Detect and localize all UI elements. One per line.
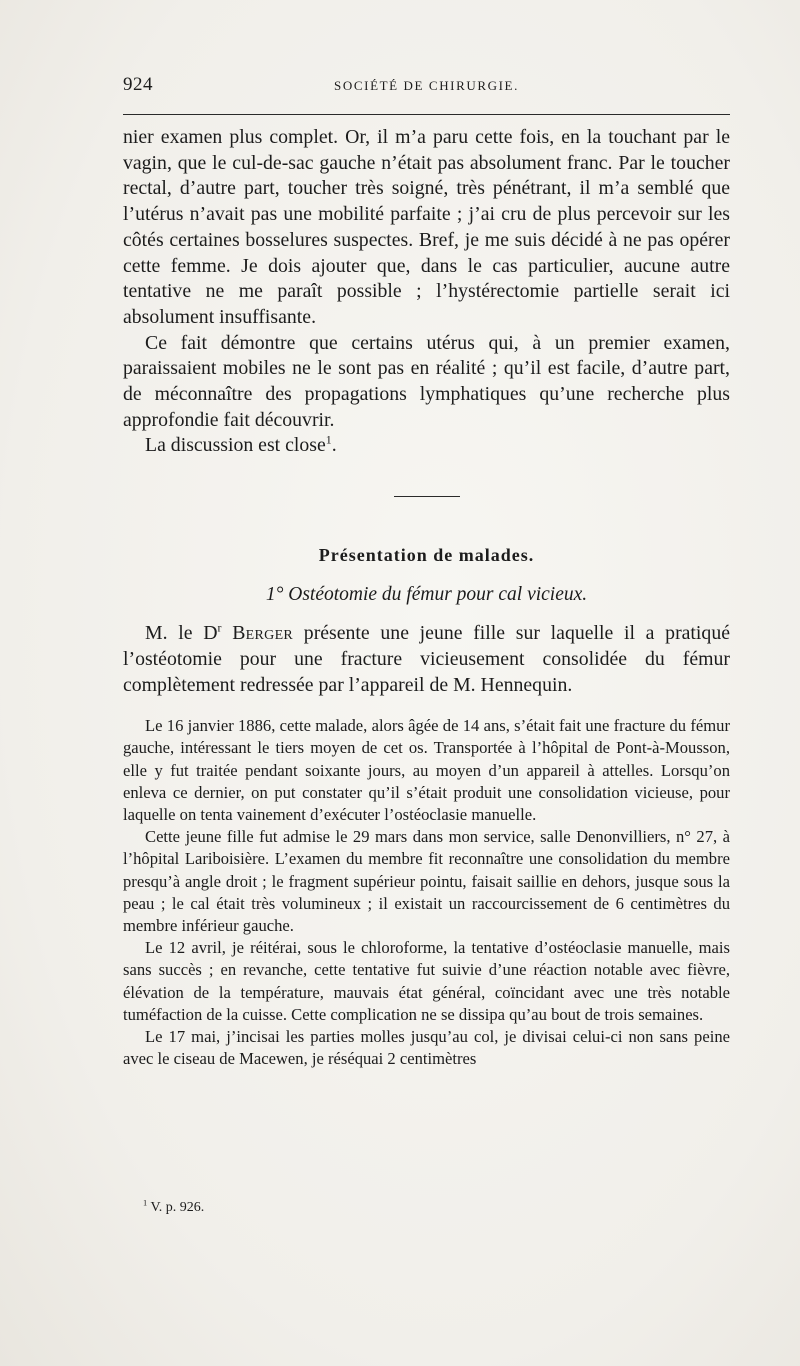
closing-period: . bbox=[331, 434, 337, 457]
footnote-marker: 1 bbox=[143, 1198, 148, 1208]
section-subtitle: 1° Ostéotomie du fémur pour cal vicieux. bbox=[265, 584, 588, 606]
case-paragraph-2: Cette jeune fille fut admise le 29 mars dans mon service, salle Denonvilliers, n° 27, à l’hôpital Lariboisière. L’examen du membre fit reconnaître une consolidation du membre presqu’à angle droit ; le fragment supérieur pointu, faisait saillie en dehors, jusque sous la peau ; le cal était très volumineux ; il existait un raccourcissement de 6 centimètres du membre inférieur gauche. bbox=[123, 827, 730, 936]
paragraph-continuation: nier examen plus complet. Or, il m’a paru cette fois, en la touchant par le vagin, que le cul-de-sac gauche n’était pas absolument franc. Par le toucher rectal, d’autre part, toucher très soigné, très pénétrant, il m’a semblé que l’utérus n’avait pas une mobilité parfaite ; j’ai cru de plus percevoir sur les côtés certaines bosselures suspectes. Bref, je me suis décidé à ne pas opérer cette femme. Je dois ajouter que, dans le cas particulier, aucune autre tentative ne me paraît possible ; l’hystérectomie partielle serait ici absolument insuffisante. bbox=[123, 126, 730, 328]
page-number: 924 bbox=[123, 74, 153, 95]
case-paragraph-3: Le 12 avril, je réitérai, sous le chloroforme, la tentative d’ostéoclasie manuelle, mais sans succès ; en revanche, cette tentative fut suivie d’une réaction notable avec fièvre, élévation de la température, mauvais état général, coïncidant avec une très notable tuméfaction de la cuisse. Cette complication ne se dissipa qu’au bout de trois semaines. bbox=[123, 938, 730, 1024]
running-head: SOCIÉTÉ DE CHIRURGIE. bbox=[334, 78, 519, 93]
doctor-superscript: r bbox=[217, 620, 222, 635]
presentation-start: M. le D bbox=[145, 622, 218, 645]
case-paragraph-4: Le 17 mai, j’incisai les parties molles jusqu’au col, je divisai celui-ci non sans peine avec le ciseau de Macewen, je réséquai 2 centimètres bbox=[123, 1027, 730, 1069]
surgeon-name: Berger bbox=[232, 622, 294, 645]
footnote-reference: 1 bbox=[325, 432, 332, 447]
section-title: Présentation de malades. bbox=[318, 545, 535, 566]
page-body bbox=[123, 125, 730, 1071]
presentation-rest: présente une jeune fille sur laquelle il a pratiqué l’ostéotomie pour une fracture vicieusement consolidée du fémur complètement redressée par l’appareil de M. Hennequin. bbox=[123, 622, 730, 696]
closing-text: La discussion est close bbox=[145, 434, 326, 457]
footnote bbox=[143, 1199, 204, 1217]
page-header bbox=[123, 74, 730, 102]
header-rule bbox=[123, 114, 730, 115]
paragraph-discussion-close bbox=[123, 433, 730, 459]
paragraph-conclusion: Ce fait démontre que certains utérus qui, à un premier examen, paraissaient mobiles ne le sont pas en réalité ; qu’il est facile, d’autre part, de méconnaître des propagations lymphatiques qu’une recherche plus approfondie fait découvrir. bbox=[123, 331, 730, 431]
case-paragraph-1: Le 16 janvier 1886, cette malade, alors âgée de 14 ans, s’était fait une fracture du fémur gauche, intéressant le tiers moyen de cet os. Transportée à l’hôpital de Pont-à-Mousson, elle y fut traitée pendant soixante jours, au moyen d’un appareil à attelles. Lorsqu’on enleva ce dernier, on put constater qu’il s’était produit une consolidation vicieuse, pour laquelle on tenta vainement d’exécuter l’ostéoclasie manuelle. bbox=[123, 716, 730, 825]
footnote-text: V. p. 926. bbox=[150, 1200, 205, 1215]
paragraph-presentation bbox=[123, 621, 730, 698]
section-separator bbox=[394, 496, 460, 497]
